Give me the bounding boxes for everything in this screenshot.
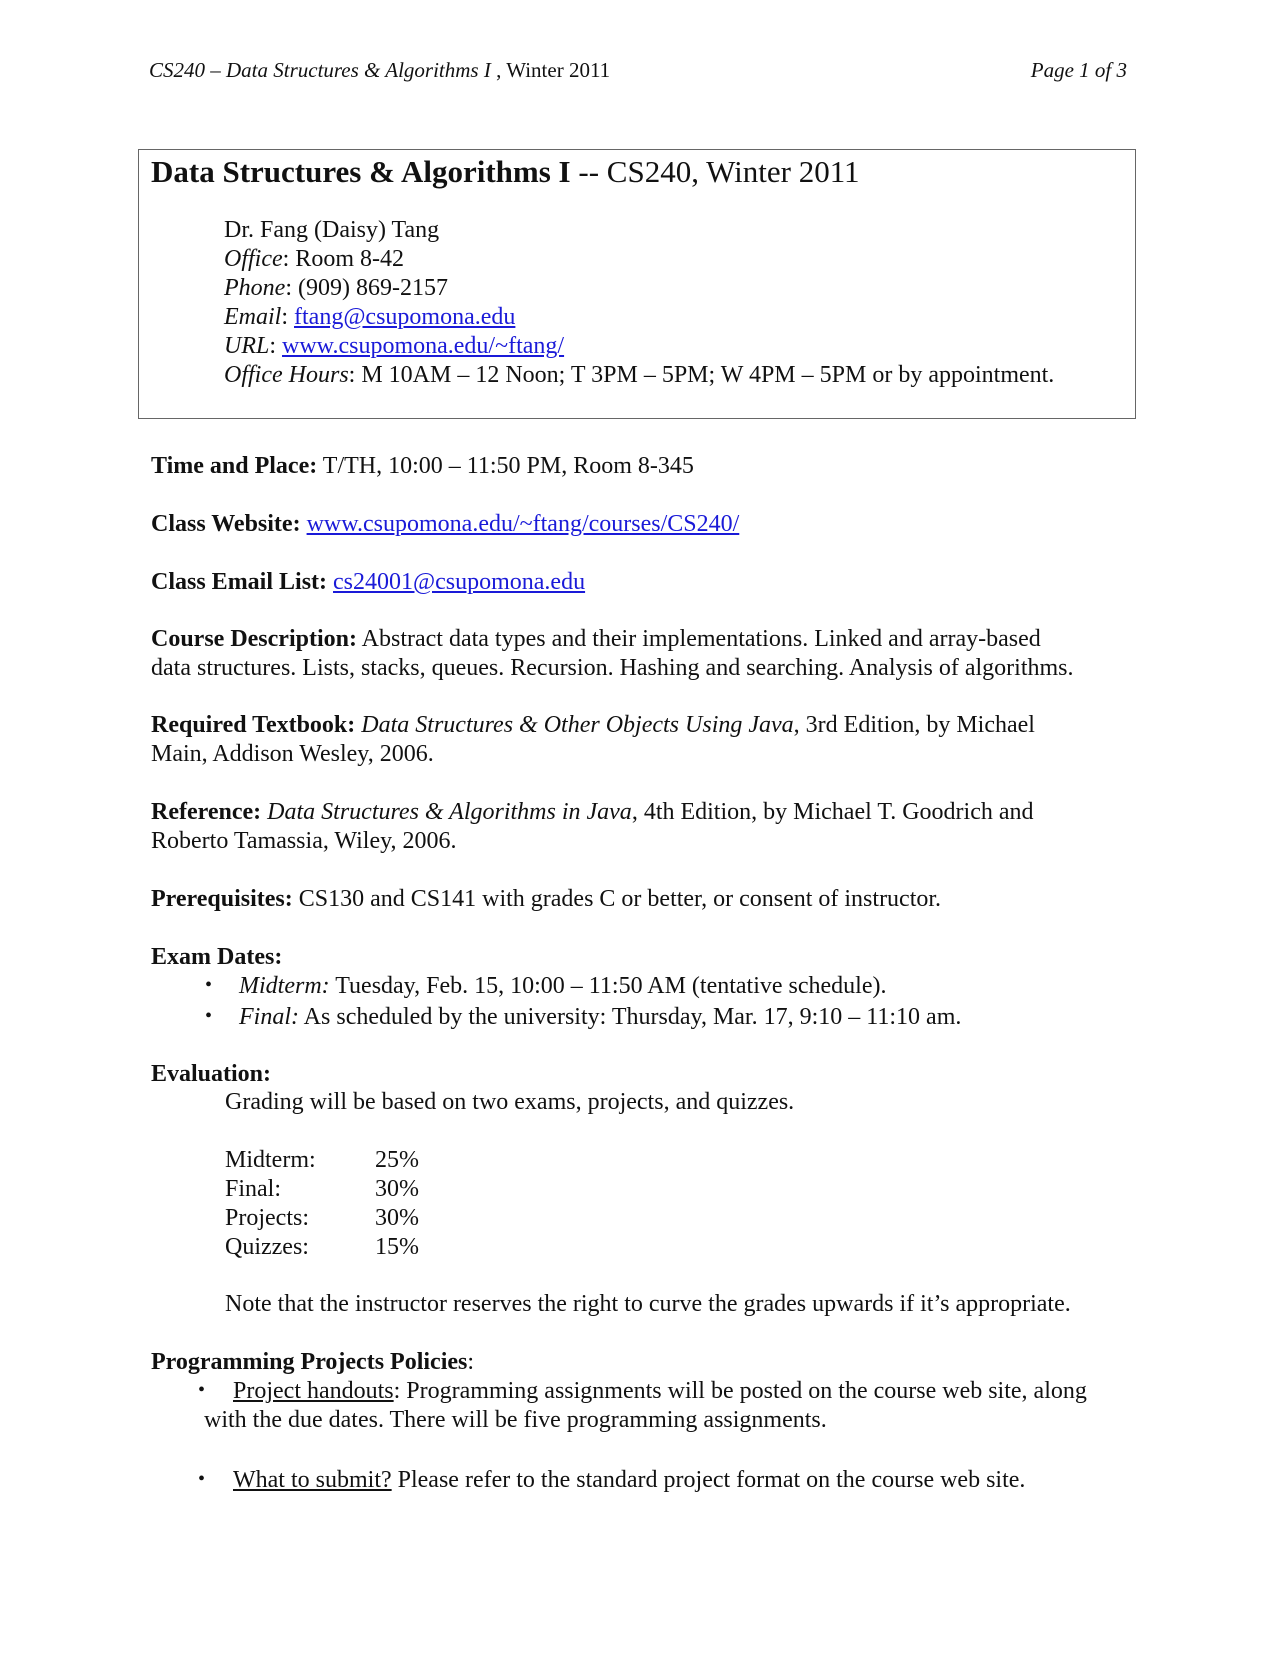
exam-dates-heading: Exam Dates: xyxy=(151,944,283,970)
project-item-handouts xyxy=(233,1377,1087,1406)
office-row xyxy=(224,245,1054,274)
grade-row xyxy=(225,1175,525,1204)
project-submit-label: What to submit? xyxy=(233,1467,392,1493)
exam-item-midterm xyxy=(239,972,887,1001)
evaluation-heading: Evaluation: xyxy=(151,1061,272,1087)
bullet-icon: • xyxy=(198,1468,206,1490)
project-handouts-label: Project handouts xyxy=(233,1378,394,1404)
textbook-rest: , 3rd Edition, by Michael xyxy=(793,712,1035,738)
phone-label: Phone xyxy=(224,275,286,301)
exam-final-value: As scheduled by the university: Thursday, Mar. 17, 9:10 – 11:10 am. xyxy=(299,1004,962,1030)
reference xyxy=(151,798,1131,856)
office-hours-value: : M 10AM – 12 Noon; T 3PM – 5PM; W 4PM – 5PM or by appointment. xyxy=(348,362,1055,388)
grade-value: 15% xyxy=(375,1234,419,1260)
title-bold: Data Structures & Algorithms I xyxy=(151,154,571,189)
grading-note: Note that the instructor reserves the right to curve the grades upwards if it’s appropriate. xyxy=(225,1291,1071,1317)
textbook-line-2: Main, Addison Wesley, 2006. xyxy=(151,741,434,767)
email-label: Email xyxy=(224,304,282,330)
reference-label: Reference: xyxy=(151,799,262,825)
textbook-line-1 xyxy=(151,711,1131,740)
title-box xyxy=(138,149,1136,419)
prereq-label: Prerequisites: xyxy=(151,886,293,912)
grade-label: Final: xyxy=(225,1176,282,1202)
exam-midterm-value: Tuesday, Feb. 15, 10:00 – 11:50 AM (tentative schedule). xyxy=(329,973,887,999)
office-hours-label: Office Hours xyxy=(224,362,349,388)
homepage-link[interactable]: www.csupomona.edu/~ftang/ xyxy=(282,333,565,359)
running-header xyxy=(149,58,610,83)
required-textbook xyxy=(151,711,1131,769)
url-label: URL xyxy=(224,333,270,359)
reference-rest: , 4th Edition, by Michael T. Goodrich and xyxy=(631,799,1034,825)
office-hours-row xyxy=(224,361,1054,390)
grade-label: Midterm: xyxy=(225,1147,316,1173)
time-place-label: Time and Place: xyxy=(151,453,318,479)
bullet-icon: • xyxy=(205,1005,213,1027)
grade-label: Quizzes: xyxy=(225,1234,309,1260)
url-row xyxy=(224,332,1054,361)
header-course: CS240 – Data Structures & Algorithms I xyxy=(149,58,491,82)
description-line-1 xyxy=(151,625,1131,654)
title-rest: -- CS240, Winter 2011 xyxy=(570,154,860,189)
grade-row xyxy=(225,1146,525,1175)
project-item-submit xyxy=(233,1466,1025,1495)
exam-midterm-label: Midterm: xyxy=(239,973,330,999)
grade-value: 30% xyxy=(375,1176,419,1202)
bullet-icon: • xyxy=(198,1379,206,1401)
grade-value: 25% xyxy=(375,1147,419,1173)
email-row xyxy=(224,303,1054,332)
class-email-link[interactable]: cs24001@csupomona.edu xyxy=(333,569,586,595)
textbook-label: Required Textbook: xyxy=(151,712,356,738)
email-link[interactable]: ftang@csupomona.edu xyxy=(294,304,516,330)
phone-value: : (909) 869-2157 xyxy=(285,275,448,301)
class-email-label: Class Email List: xyxy=(151,569,328,595)
prereq-value: CS130 and CS141 with grades C or better, or consent of instructor. xyxy=(292,886,942,912)
project-submit-text: Please refer to the standard project format on the course web site. xyxy=(391,1467,1026,1493)
grade-table xyxy=(225,1146,525,1262)
textbook-title: Data Structures & Other Objects Using Java xyxy=(361,712,794,738)
description-text-1: Abstract data types and their implementations. Linked and array-based xyxy=(356,626,1041,652)
exam-item-final xyxy=(239,1003,961,1032)
description-line-2: data structures. Lists, stacks, queues. Recursion. Hashing and searching. Analysis of algorithms. xyxy=(151,655,1074,681)
time-place xyxy=(151,452,1131,481)
grade-label: Projects: xyxy=(225,1205,309,1231)
office-value: : Room 8-42 xyxy=(282,246,404,272)
reference-line-1 xyxy=(151,798,1131,827)
class-website-label: Class Website: xyxy=(151,511,301,537)
header-term: , Winter 2011 xyxy=(490,58,611,82)
time-place-value: T/TH, 10:00 – 11:50 PM, Room 8-345 xyxy=(317,453,694,479)
course-description xyxy=(151,625,1131,683)
reference-title: Data Structures & Algorithms in Java xyxy=(267,799,632,825)
grade-row xyxy=(225,1233,525,1262)
class-website-link[interactable]: www.csupomona.edu/~ftang/courses/CS240/ xyxy=(306,511,740,537)
instructor-name: Dr. Fang (Daisy) Tang xyxy=(224,217,440,243)
description-label: Course Description: xyxy=(151,626,357,652)
bullet-icon: • xyxy=(205,974,213,996)
email-sep: : xyxy=(281,304,294,330)
grade-value: 30% xyxy=(375,1205,419,1231)
class-website xyxy=(151,510,1131,539)
project-handouts-text: : Programming assignments will be posted on the course web site, along xyxy=(393,1378,1087,1404)
exam-final-label: Final: xyxy=(239,1004,299,1030)
projects-heading: Programming Projects Policies: xyxy=(151,1349,475,1375)
phone-row xyxy=(224,274,1054,303)
office-label: Office xyxy=(224,246,283,272)
url-sep: : xyxy=(269,333,283,359)
grade-row xyxy=(225,1204,525,1233)
instructor-contact xyxy=(224,216,1054,390)
evaluation-intro: Grading will be based on two exams, projects, and quizzes. xyxy=(225,1089,795,1115)
prerequisites xyxy=(151,885,1131,914)
reference-line-2: Roberto Tamassia, Wiley, 2006. xyxy=(151,828,457,854)
page-number: Page 1 of 3 xyxy=(1030,58,1127,82)
document-title xyxy=(151,154,860,190)
class-email-list xyxy=(151,568,1131,597)
project-handouts-line-2: with the due dates. There will be five programming assignments. xyxy=(204,1407,827,1433)
